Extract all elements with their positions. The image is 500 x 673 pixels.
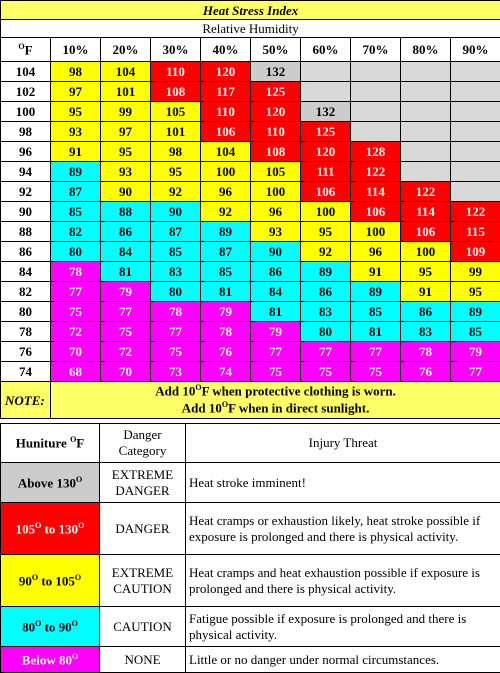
heat-index-cell: 87 bbox=[151, 222, 201, 242]
table-row bbox=[1, 242, 500, 262]
heat-index-cell: 100 bbox=[301, 202, 351, 222]
note-line-2: Add $10^OF$ when in direct sunlight. bbox=[51, 400, 500, 417]
heat-index-cell bbox=[451, 82, 500, 102]
heat-index-cell: 99 bbox=[451, 262, 500, 282]
heat-index-cell: 86 bbox=[251, 262, 301, 282]
heat-index-cell: 105 bbox=[151, 102, 201, 122]
legend-range: $105^O$ to $130^O$ bbox=[1, 503, 100, 555]
humidity-column-header: 50% bbox=[251, 38, 301, 62]
legend-header-temp: Huniture $^O$F bbox=[1, 424, 100, 463]
heat-index-cell: 92 bbox=[151, 182, 201, 202]
temperature-label: 102 bbox=[1, 82, 51, 102]
heat-index-cell: 104 bbox=[101, 62, 151, 82]
table-row bbox=[1, 282, 500, 302]
heat-index-cell bbox=[451, 102, 500, 122]
heat-index-cell: 75 bbox=[251, 362, 301, 382]
heat-index-cell: 78 bbox=[201, 322, 251, 342]
heat-index-cell: 110 bbox=[201, 102, 251, 122]
heat-index-cell: 79 bbox=[451, 342, 500, 362]
heat-index-cell: 114 bbox=[401, 202, 451, 222]
heat-index-cell: 120 bbox=[251, 102, 301, 122]
heat-index-cell: 114 bbox=[351, 182, 401, 202]
heat-index-cell: 109 bbox=[451, 242, 500, 262]
heat-index-cell: 81 bbox=[101, 262, 151, 282]
legend-threat: Heat cramps and heat exhaustion possible if exposure is prolonged and there is physical activity. bbox=[186, 555, 500, 607]
heat-index-cell: 92 bbox=[301, 242, 351, 262]
temperature-label: 74 bbox=[1, 362, 51, 382]
humidity-column-header: 80% bbox=[401, 38, 451, 62]
legend-range: $80^O$ to $90^O$ bbox=[1, 607, 100, 647]
heat-index-cell: 83 bbox=[151, 262, 201, 282]
heat-index-cell bbox=[401, 142, 451, 162]
heat-index-cell bbox=[401, 102, 451, 122]
table-row bbox=[1, 122, 500, 142]
heat-index-cell: 96 bbox=[201, 182, 251, 202]
heat-index-cell bbox=[351, 82, 401, 102]
heat-index-cell: 110 bbox=[251, 122, 301, 142]
heat-index-cell bbox=[401, 62, 451, 82]
heat-index-cell: 89 bbox=[51, 162, 101, 182]
heat-index-cell: 68 bbox=[51, 362, 101, 382]
heat-index-cell: 95 bbox=[51, 102, 101, 122]
legend-row bbox=[1, 607, 500, 647]
heat-index-cell: 77 bbox=[101, 302, 151, 322]
heat-index-cell: 100 bbox=[401, 242, 451, 262]
heat-index-cell: 93 bbox=[101, 162, 151, 182]
heat-index-cell bbox=[351, 122, 401, 142]
note-line-1: Add $10^OF$ when protective clothing is worn. bbox=[51, 383, 500, 400]
temperature-label: 94 bbox=[1, 162, 51, 182]
heat-index-cell bbox=[401, 82, 451, 102]
legend-row bbox=[1, 647, 500, 673]
heat-index-cell: 79 bbox=[101, 282, 151, 302]
heat-index-cell: 78 bbox=[401, 342, 451, 362]
heat-index-cell: 85 bbox=[451, 322, 500, 342]
heat-index-cell: 78 bbox=[151, 302, 201, 322]
table-row bbox=[1, 182, 500, 202]
humidity-column-header: 90% bbox=[451, 38, 500, 62]
legend-row bbox=[1, 503, 500, 555]
heat-index-cell: 122 bbox=[401, 182, 451, 202]
heat-index-cell: 95 bbox=[101, 142, 151, 162]
heat-index-cell: 82 bbox=[51, 222, 101, 242]
temperature-label: 86 bbox=[1, 242, 51, 262]
heat-index-cell bbox=[301, 62, 351, 82]
table-row bbox=[1, 342, 500, 362]
heat-index-cell: 75 bbox=[301, 362, 351, 382]
heat-index-cell: 89 bbox=[301, 262, 351, 282]
temperature-label: 90 bbox=[1, 202, 51, 222]
table-row bbox=[1, 142, 500, 162]
heat-index-cell: 75 bbox=[151, 342, 201, 362]
temperature-label: 84 bbox=[1, 262, 51, 282]
legend-category: EXTREME DANGER bbox=[100, 463, 186, 503]
legend-range: Below $80^O$ bbox=[1, 647, 100, 673]
heat-index-cell: 108 bbox=[251, 142, 301, 162]
relative-humidity-label: Relative Humidity bbox=[1, 20, 500, 38]
heat-index-cell: 85 bbox=[151, 242, 201, 262]
legend-category: NONE bbox=[100, 647, 186, 673]
heat-index-cell: 72 bbox=[101, 342, 151, 362]
heat-index-cell: 81 bbox=[251, 302, 301, 322]
heat-index-cell: 84 bbox=[101, 242, 151, 262]
heat-index-cell: 85 bbox=[201, 262, 251, 282]
legend-header-threat: Injury Threat bbox=[186, 424, 500, 463]
heat-index-cell: 86 bbox=[401, 302, 451, 322]
humidity-column-header: 30% bbox=[151, 38, 201, 62]
heat-index-cell: 73 bbox=[151, 362, 201, 382]
note-text bbox=[51, 382, 500, 419]
heat-index-cell: 125 bbox=[251, 82, 301, 102]
heat-index-cell: 122 bbox=[451, 202, 500, 222]
heat-index-cell: 106 bbox=[301, 182, 351, 202]
heat-index-cell: 86 bbox=[101, 222, 151, 242]
heat-index-cell: 108 bbox=[151, 82, 201, 102]
heat-index-cell: 79 bbox=[251, 322, 301, 342]
legend-range: $90^O$ to $105^O$ bbox=[1, 555, 100, 607]
temp-unit-header: $^O$F bbox=[1, 38, 51, 62]
heat-index-cell: 77 bbox=[301, 342, 351, 362]
heat-index-cell: 75 bbox=[51, 302, 101, 322]
heat-index-cell: 106 bbox=[401, 222, 451, 242]
humidity-column-header: 60% bbox=[301, 38, 351, 62]
heat-index-cell bbox=[451, 182, 500, 202]
heat-index-cell: 86 bbox=[301, 282, 351, 302]
heat-index-cell: 101 bbox=[151, 122, 201, 142]
heat-index-cell: 99 bbox=[101, 102, 151, 122]
heat-index-cell: 75 bbox=[351, 362, 401, 382]
heat-index-cell: 120 bbox=[301, 142, 351, 162]
temperature-label: 80 bbox=[1, 302, 51, 322]
heat-index-cell: 110 bbox=[151, 62, 201, 82]
heat-index-cell: 76 bbox=[201, 342, 251, 362]
humidity-column-header: 70% bbox=[351, 38, 401, 62]
heat-index-cell: 97 bbox=[51, 82, 101, 102]
humidity-column-header: 20% bbox=[101, 38, 151, 62]
legend-threat: Little or no danger under normal circumstances. bbox=[186, 647, 500, 673]
heat-index-cell: 87 bbox=[201, 242, 251, 262]
heat-index-cell: 80 bbox=[301, 322, 351, 342]
heat-index-cell: 89 bbox=[201, 222, 251, 242]
legend-row bbox=[1, 555, 500, 607]
heat-index-cell: 70 bbox=[101, 362, 151, 382]
heat-index-cell: 90 bbox=[101, 182, 151, 202]
temperature-label: 98 bbox=[1, 122, 51, 142]
heat-index-cell: 89 bbox=[451, 302, 500, 322]
heat-index-cell bbox=[301, 82, 351, 102]
humidity-column-header: 10% bbox=[51, 38, 101, 62]
heat-index-cell: 88 bbox=[101, 202, 151, 222]
table-title: Heat Stress Index bbox=[1, 1, 500, 20]
heat-index-cell: 74 bbox=[201, 362, 251, 382]
table-row bbox=[1, 322, 500, 342]
heat-index-cell: 77 bbox=[351, 342, 401, 362]
heat-index-cell bbox=[401, 122, 451, 142]
temperature-label: 100 bbox=[1, 102, 51, 122]
heat-index-cell: 98 bbox=[51, 62, 101, 82]
legend-threat: Heat cramps or exhaustion likely, heat stroke possible if exposure is prolonged and there is physical activity. bbox=[186, 503, 500, 555]
heat-index-cell: 89 bbox=[351, 282, 401, 302]
temperature-label: 82 bbox=[1, 282, 51, 302]
heat-index-cell: 78 bbox=[51, 262, 101, 282]
heat-index-cell: 72 bbox=[51, 322, 101, 342]
table-row bbox=[1, 82, 500, 102]
temperature-label: 88 bbox=[1, 222, 51, 242]
heat-index-cell: 90 bbox=[251, 242, 301, 262]
heat-index-cell: 81 bbox=[201, 282, 251, 302]
temperature-label: 104 bbox=[1, 62, 51, 82]
heat-index-cell bbox=[451, 122, 500, 142]
heat-index-cell: 77 bbox=[151, 322, 201, 342]
heat-index-cell: 75 bbox=[101, 322, 151, 342]
heat-index-cell: 96 bbox=[251, 202, 301, 222]
legend-threat: Fatigue possible if exposure is prolonged and there is physical activity. bbox=[186, 607, 500, 647]
legend-category: DANGER bbox=[100, 503, 186, 555]
table-row bbox=[1, 262, 500, 282]
heat-index-cell: 91 bbox=[401, 282, 451, 302]
note-row bbox=[1, 382, 500, 419]
heat-index-cell: 93 bbox=[51, 122, 101, 142]
legend-category: CAUTION bbox=[100, 607, 186, 647]
humidity-column-header: 40% bbox=[201, 38, 251, 62]
legend-category: EXTREME CAUTION bbox=[100, 555, 186, 607]
heat-index-cell bbox=[451, 62, 500, 82]
heat-index-cell: 91 bbox=[51, 142, 101, 162]
table-row bbox=[1, 362, 500, 382]
table-row bbox=[1, 162, 500, 182]
temperature-label: 76 bbox=[1, 342, 51, 362]
heat-index-cell: 117 bbox=[201, 82, 251, 102]
heat-index-cell: 95 bbox=[401, 262, 451, 282]
heat-index-cell bbox=[401, 162, 451, 182]
heat-index-cell bbox=[451, 162, 500, 182]
table-row bbox=[1, 302, 500, 322]
heat-index-cell: 95 bbox=[151, 162, 201, 182]
heat-index-cell: 85 bbox=[351, 302, 401, 322]
heat-index-cell: 87 bbox=[51, 182, 101, 202]
temperature-label: 78 bbox=[1, 322, 51, 342]
heat-index-cell: 95 bbox=[451, 282, 500, 302]
heat-index-cell: 83 bbox=[401, 322, 451, 342]
heat-index-cell: 106 bbox=[351, 202, 401, 222]
table-row bbox=[1, 102, 500, 122]
heat-index-cell: 84 bbox=[251, 282, 301, 302]
legend-header-category: Danger Category bbox=[100, 424, 186, 463]
heat-index-cell: 91 bbox=[351, 262, 401, 282]
table-row bbox=[1, 62, 500, 82]
heat-index-cell: 106 bbox=[201, 122, 251, 142]
heat-index-cell: 128 bbox=[351, 142, 401, 162]
heat-index-cell: 83 bbox=[301, 302, 351, 322]
heat-index-cell bbox=[451, 142, 500, 162]
heat-index-cell: 120 bbox=[201, 62, 251, 82]
heat-index-cell: 115 bbox=[451, 222, 500, 242]
heat-index-cell: 77 bbox=[451, 362, 500, 382]
heat-index-cell: 92 bbox=[201, 202, 251, 222]
heat-index-cell: 105 bbox=[251, 162, 301, 182]
heat-index-cell: 101 bbox=[101, 82, 151, 102]
heat-index-cell: 125 bbox=[301, 122, 351, 142]
legend-threat: Heat stroke imminent! bbox=[186, 463, 500, 503]
heat-index-cell: 111 bbox=[301, 162, 351, 182]
heat-index-cell: 93 bbox=[251, 222, 301, 242]
heat-index-cell: 98 bbox=[151, 142, 201, 162]
heat-index-cell bbox=[351, 102, 401, 122]
heat-index-cell: 95 bbox=[301, 222, 351, 242]
heat-index-cell: 70 bbox=[51, 342, 101, 362]
heat-index-cell bbox=[351, 62, 401, 82]
heat-index-cell: 100 bbox=[201, 162, 251, 182]
heat-index-cell: 79 bbox=[201, 302, 251, 322]
heat-index-cell: 96 bbox=[351, 242, 401, 262]
heat-index-cell: 132 bbox=[301, 102, 351, 122]
legend-range: Above $130^O$ bbox=[1, 463, 100, 503]
heat-index-cell: 80 bbox=[151, 282, 201, 302]
heat-index-cell: 76 bbox=[401, 362, 451, 382]
heat-index-cell: 100 bbox=[351, 222, 401, 242]
table-row bbox=[1, 202, 500, 222]
legend-row bbox=[1, 463, 500, 503]
heat-index-cell: 77 bbox=[51, 282, 101, 302]
heat-index-cell: 122 bbox=[351, 162, 401, 182]
temperature-label: 96 bbox=[1, 142, 51, 162]
heat-index-cell: 132 bbox=[251, 62, 301, 82]
heat-index-cell: 77 bbox=[251, 342, 301, 362]
heat-index-cell: 80 bbox=[51, 242, 101, 262]
table-row bbox=[1, 222, 500, 242]
danger-legend-table bbox=[0, 423, 500, 673]
heat-index-cell: 81 bbox=[351, 322, 401, 342]
heat-index-cell: 90 bbox=[151, 202, 201, 222]
note-label: NOTE: bbox=[1, 382, 51, 419]
temperature-label: 92 bbox=[1, 182, 51, 202]
heat-index-cell: 104 bbox=[201, 142, 251, 162]
heat-index-cell: 100 bbox=[251, 182, 301, 202]
heat-index-cell: 85 bbox=[51, 202, 101, 222]
heat-index-cell: 97 bbox=[101, 122, 151, 142]
